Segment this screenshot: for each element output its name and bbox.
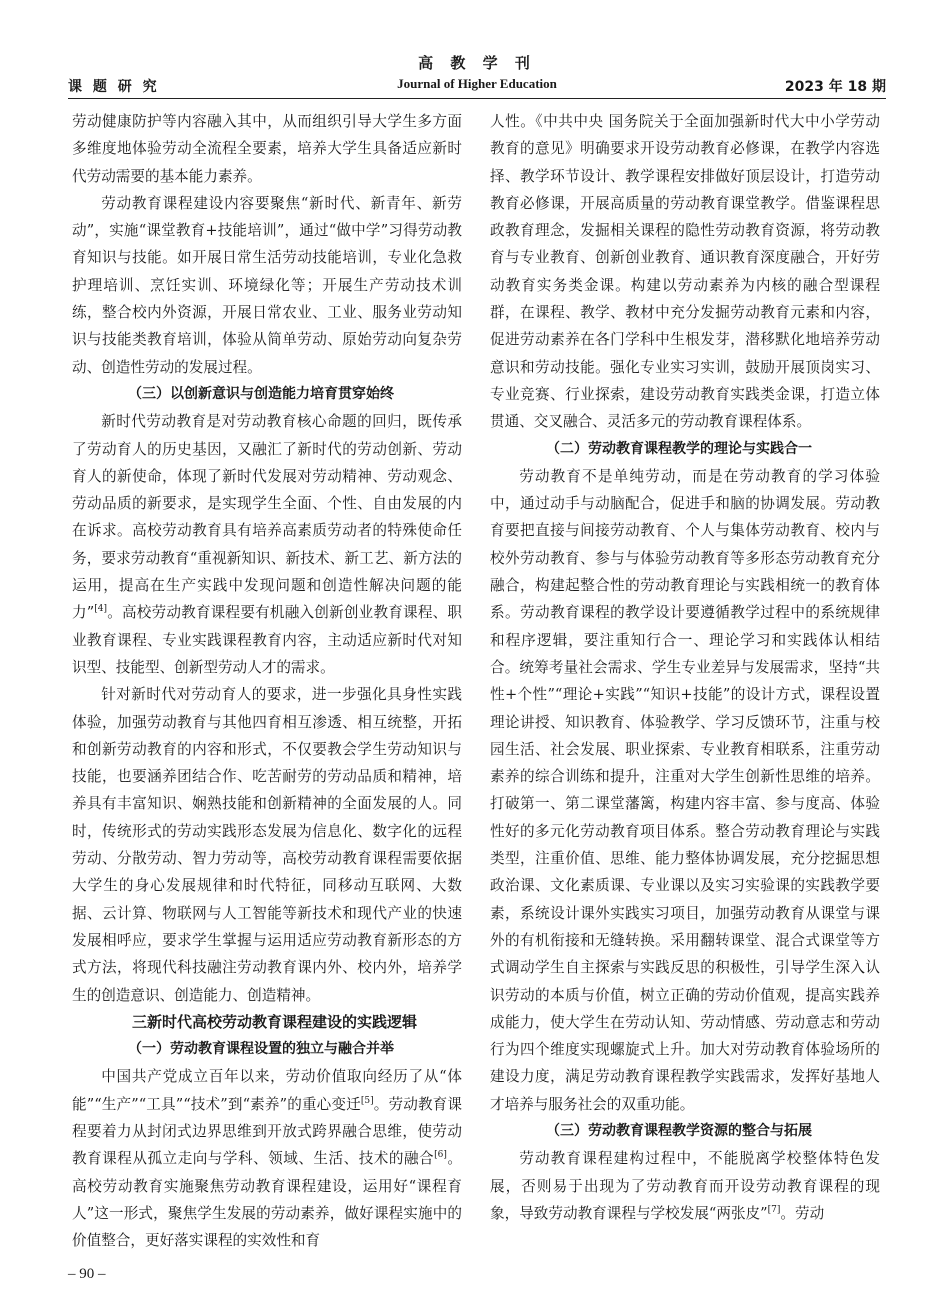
paragraph: [72, 1063, 462, 1254]
right-column: [490, 108, 880, 1227]
page-number: – 90 –: [68, 1266, 106, 1282]
section-label: 课 题 研 究: [68, 79, 160, 95]
section-heading: [490, 1118, 880, 1145]
paragraph: 针对新时代对劳动育人的要求，进一步强化具身性实践体验，加强劳动教育与其他四育相互渗透、相互统整，开拓和创新劳动教育的内容和形式，不仅要教会学生劳动知识与技能，也要涵养团结合作、吃苦耐劳的劳动品质和精神，培养具有丰富知识、娴熟技能和创新精神的全面发展的人。同时，传统形式的劳动实践形态发展为信息化、数字化的远程劳动、分散劳动、智力劳动等，高校劳动教育课程需要依据大学生的身心发展规律和时代特征，同移动互联网、大数据、云计算、物联网与人工智能等新技术和现代产业的快速发展相呼应，要求学生掌握与运用适应劳动教育新形态的方式方法，将现代科技融注劳动教育课内外、校内外，培养学生的创造意识、创造能力、创造精神。: [72, 686, 462, 1004]
section-heading: [72, 1036, 462, 1063]
heading-number: 三: [132, 1012, 148, 1031]
heading-title: 劳动教育课程教学资源的整合与拓展: [588, 1122, 812, 1139]
citation: [7]: [767, 1205, 781, 1216]
heading-number: （二）: [546, 440, 588, 457]
paragraph: 人性。《中共中央 国务院关于全面加强新时代大中小学劳动教育的意见》明确要求开设劳动教育必修课，在教学内容选择、教学环节设计、教学课程安排做好顶层设计，打造劳动教育必修课，开展高质量的劳动教育课堂教学。借鉴课程思政教育理念，发掘相关课程的隐性劳动教育资源，将劳动教育与专业教育、创新创业教育、通识教育深度融合，开好劳动教育实务类金课。构建以劳动素养为内核的融合型课程群，在课程、教学、教材中充分发掘劳动教育元素和内容，促进劳动素养在各门学科中生根发芽，潜移默化地培养劳动意识和劳动技能。强化专业实习实训，鼓励开展顶岗实习、专业竞赛、行业探索，建设劳动教育实践类金课，打造立体贯通、交叉融合、灵活多元的劳动教育课程体系。: [490, 113, 880, 431]
journal-title-cn: 高 教 学 刊: [418, 54, 536, 72]
heading-title: 以创新意识与创造能力培育贯穿始终: [170, 385, 394, 402]
section-heading: [72, 381, 462, 408]
paragraph-text: 劳动教育课程建构过程中，不能脱离学校整体特色发展，否则易于出现为了劳动教育而开设劳动教育课程的现象，导致劳动教育课程与学校发展“两张皮”: [490, 1150, 880, 1222]
citation: [6]: [434, 1150, 447, 1161]
paragraph-text: 。劳动教育课程要着力从封闭式边界思维到开放式跨界融合思维，使劳动教育课程从孤立走向与学科、领域、生活、技术的融合: [72, 1095, 462, 1168]
paragraph: [72, 408, 462, 681]
paragraph-text: 。劳动: [780, 1204, 825, 1222]
heading-number: （一）: [128, 1041, 170, 1058]
heading-number: （三）: [546, 1122, 588, 1139]
journal-title-en: Journal of Higher Education: [397, 76, 557, 91]
paragraph-text: 。高校劳动教育课程要有机融入创新创业教育课程、职业教育课程、专业实践课程教育内容，主动适应新时代对知识型、技能型、创新型劳动人才的需求。: [72, 604, 462, 676]
citation: [4]: [94, 604, 108, 615]
header-rule: [68, 98, 886, 99]
paragraph: 劳动教育课程建设内容要聚焦“新时代、新青年、新劳动”，实施“课堂教育+技能培训”，通过“做中学”习得劳动教育知识与技能。如开展日常生活劳动技能培训，专业化急救护理培训、烹饪实训、环境绿化等；开展生产劳动技术训练，整合校内外资源，开展日常农业、工业、服务业劳动知识与技能类教育培训，体验从简单劳动、原始劳动向复杂劳动、创造性劳动的发展过程。: [72, 194, 462, 376]
paragraph: 劳动教育不是单纯劳动，而是在劳动教育的学习体验中，通过动手与动脑配合，促进手和脑的协调发展。劳动教育要把直接与间接劳动教育、个人与集体劳动教育、校内与校外劳动教育、参与与体验劳动教育等多形态劳动教育充分融合，构建起整合性的劳动教育理论与实践相统一的教育体系。劳动教育课程的教学设计要遵循教学过程中的系统规律和程序逻辑，要注重知行合一、理论学习和实践体认相结合。统筹考量社会需求、学生专业差异与发展需求，坚持“共性+个性”“理论+实践”“知识+技能”的设计方式，课程设置理论讲授、知识教育、体验教学、学习反馈环节，注重与校园生活、社会发展、职业探索、专业教育相联系，注重劳动素养的综合训练和提升，注重对大学生创新性思维的培养。打破第一、第二课堂藩篱，构建内容丰富、参与度高、体验性好的多元化劳动教育项目体系。整合劳动教育理论与实践类型，注重价值、思维、能力整体协调发展，充分挖掘思想政治课、文化素质课、专业课以及实习实验课的实践教学要素，系统设计课外实践实习项目，加强劳动教育从课堂与课外的有机衔接和无缝转换。采用翻转课堂、混合式课堂等方式调动学生自主探索与实践反思的积极性，引导学生深入认识劳动的本质与价值，树立正确的劳动价值观，提高实践养成能力，使大学生在劳动认知、劳动情感、劳动意志和劳动行为四个维度实现螺旋式上升。加大对劳动教育体验场所的建设力度，满足劳动教育课程教学实践需求，发挥好基地人才培养与服务社会的双重功能。: [490, 467, 880, 1113]
section-heading: [490, 436, 880, 463]
citation: [5]: [360, 1095, 374, 1106]
left-column: [72, 108, 462, 1254]
paragraph: [490, 1145, 880, 1227]
heading-number: （三）: [128, 385, 170, 402]
heading-title: 新时代高校劳动教育课程建设的实践逻辑: [147, 1012, 418, 1031]
issue-label: 2023 年 18 期: [784, 79, 886, 95]
paragraph-text: 中国共产党成立百年以来，劳动价值取向经历了从“体能”“生产”“工具”“技术”到“素养”的重心变迁: [72, 1068, 462, 1113]
chapter-heading: [72, 1009, 462, 1036]
paragraph-text: 。高校劳动教育实施聚焦劳动教育课程建设，运用好“课程育人”这一形式，聚焦学生发展的劳动素养，做好课程实施中的价值整合，更好落实课程的实效性和育: [72, 1150, 462, 1250]
page-header: [68, 48, 886, 96]
heading-title: 劳动教育课程教学的理论与实践合一: [588, 440, 812, 457]
paragraph-text: 新时代劳动教育是对劳动教育核心命题的回归，既传承了劳动育人的历史基因，又融汇了新时代的劳动创新、劳动育人的新使命，体现了新时代发展对劳动精神、劳动观念、劳动品质的新要求，是实现学生全面、个性、自由发展的内在诉求。高校劳动教育具有培养高素质劳动者的特殊使命任务，要求劳动教育“重视新知识、新技术、新工艺、新方法的运用，提高在生产实践中发现问题和创造性解决问题的能力”: [72, 413, 462, 622]
heading-title: 劳动教育课程设置的独立与融合并举: [170, 1041, 394, 1058]
paragraph: 劳动健康防护等内容融入其中，从而组织引导大学生多方面多维度地体验劳动全流程全要素，培养大学生具备适应新时代劳动需要的基本能力素养。: [72, 113, 462, 185]
